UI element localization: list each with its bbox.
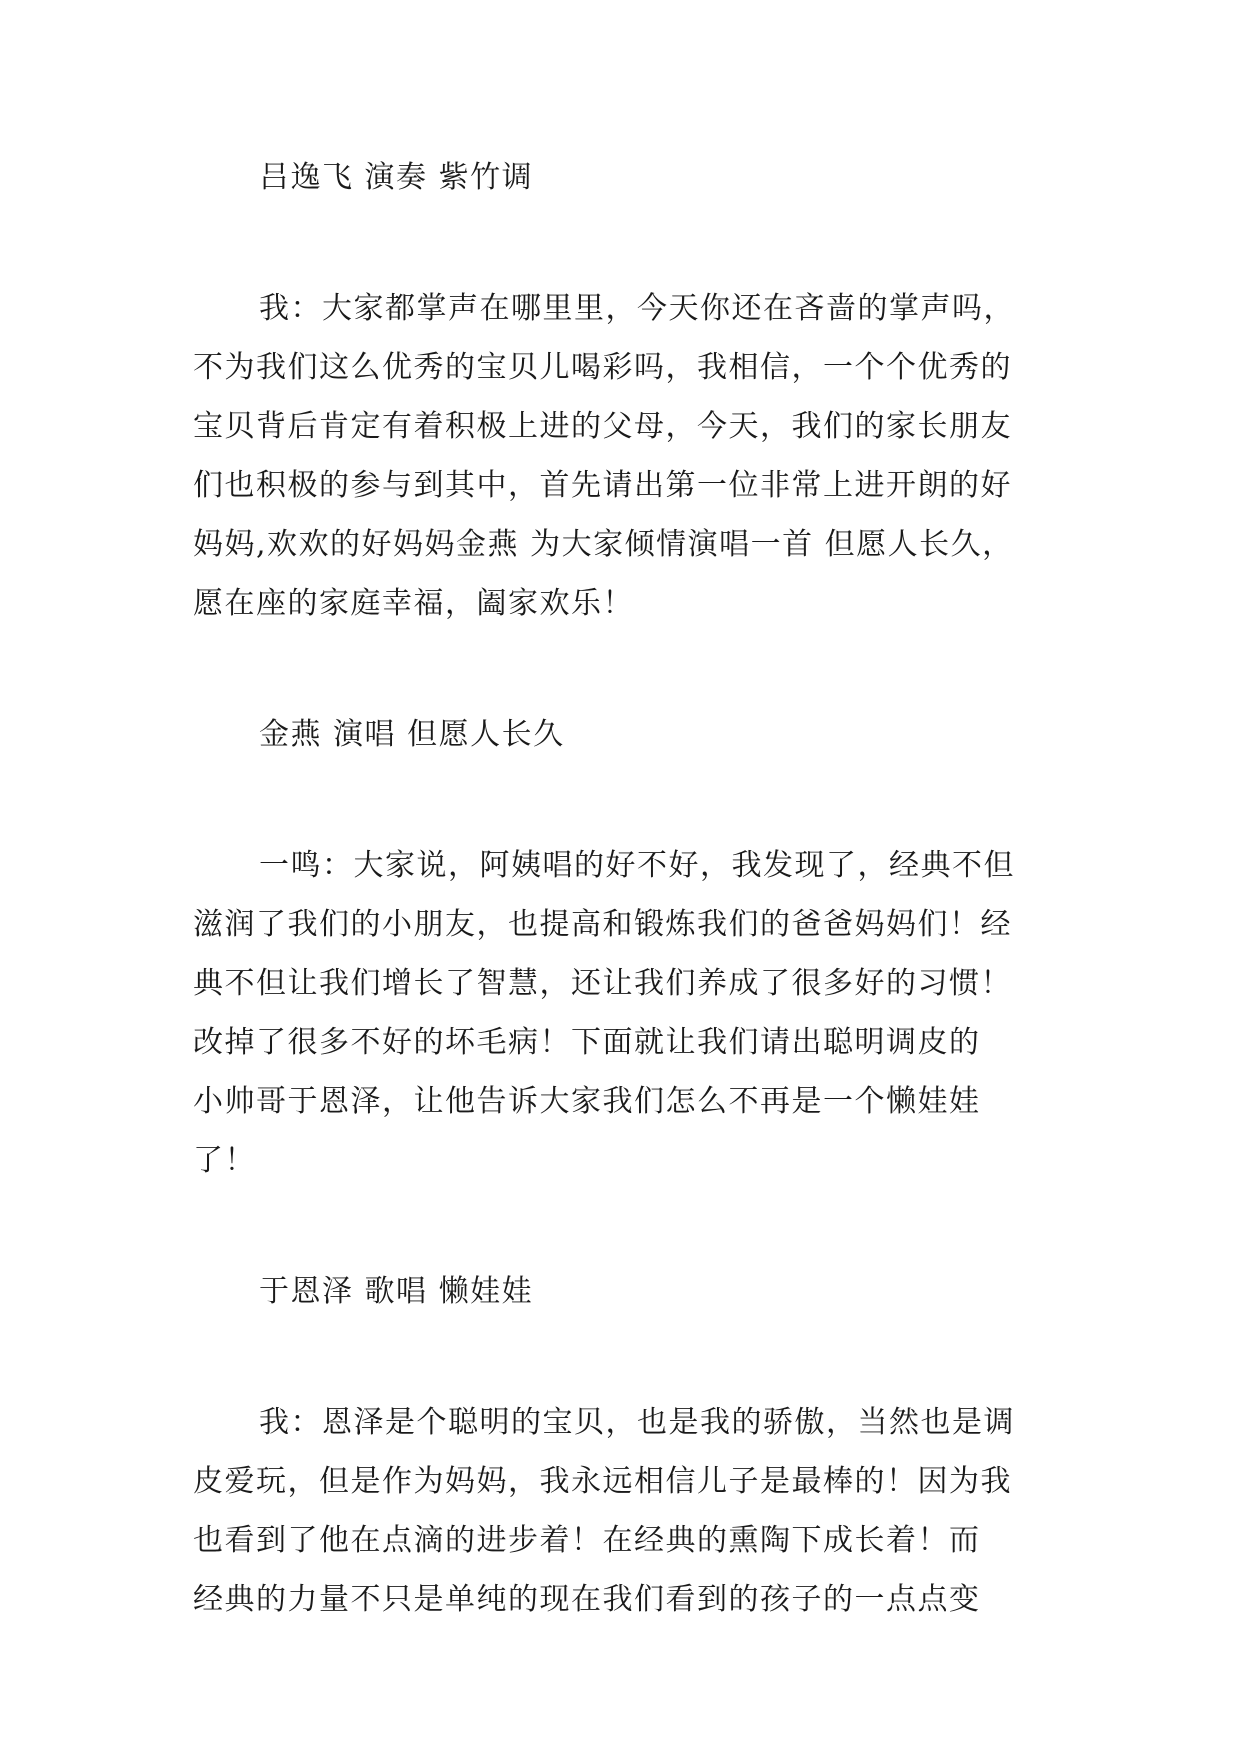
text-line: 我：恩泽是个聪明的宝贝，也是我的骄傲，当然也是调 [259,1405,1015,1440]
text-line: 小帅哥于恩泽，让他告诉大家我们怎么不再是一个懒娃娃 [193,1084,981,1119]
text-line: 改掉了很多不好的坏毛病！下面就让我们请出聪明调皮的 [193,1025,981,1060]
program-line: 吕逸飞 演奏 紫竹调 [259,160,534,195]
text-line: 皮爱玩，但是作为妈妈，我永远相信儿子是最棒的！因为我 [193,1464,1012,1499]
text-line: 愿在座的家庭幸福，阖家欢乐！ [193,586,634,621]
program-line: 于恩泽 歌唱 懒娃娃 [259,1274,534,1309]
program-item-1 [193,148,1063,207]
text-line: 也看到了他在点滴的进步着！在经典的熏陶下成长着！而 [193,1523,981,1558]
text-line: 一鸣：大家说，阿姨唱的好不好，我发现了，经典不但 [259,848,1015,883]
text-line: 典不但让我们增长了智慧，还让我们养成了很多好的习惯！ [193,966,1012,1001]
text-line: 了！ [193,1143,256,1178]
text-line: 妈妈,欢欢的好妈妈金燕 为大家倾情演唱一首 但愿人长久， [193,527,1014,562]
program-item-2 [193,705,1063,764]
text-line: 经典的力量不只是单纯的现在我们看到的孩子的一点点变 [193,1582,981,1617]
speech-paragraph-1 [193,279,1063,633]
document-body [193,148,1063,1701]
text-line: 们也积极的参与到其中，首先请出第一位非常上进开朗的好 [193,468,1012,503]
text-line: 宝贝背后肯定有着积极上进的父母，今天，我们的家长朋友 [193,409,1012,444]
speech-paragraph-3 [193,1393,1063,1629]
text-line: 不为我们这么优秀的宝贝儿喝彩吗，我相信，一个个优秀的 [193,350,1012,385]
program-item-3 [193,1262,1063,1321]
program-line: 金燕 演唱 但愿人长久 [259,717,565,752]
text-line: 我：大家都掌声在哪里里，今天你还在吝啬的掌声吗， [259,291,1015,326]
speech-paragraph-2 [193,836,1063,1190]
text-line: 滋润了我们的小朋友，也提高和锻炼我们的爸爸妈妈们！经 [193,907,1012,942]
